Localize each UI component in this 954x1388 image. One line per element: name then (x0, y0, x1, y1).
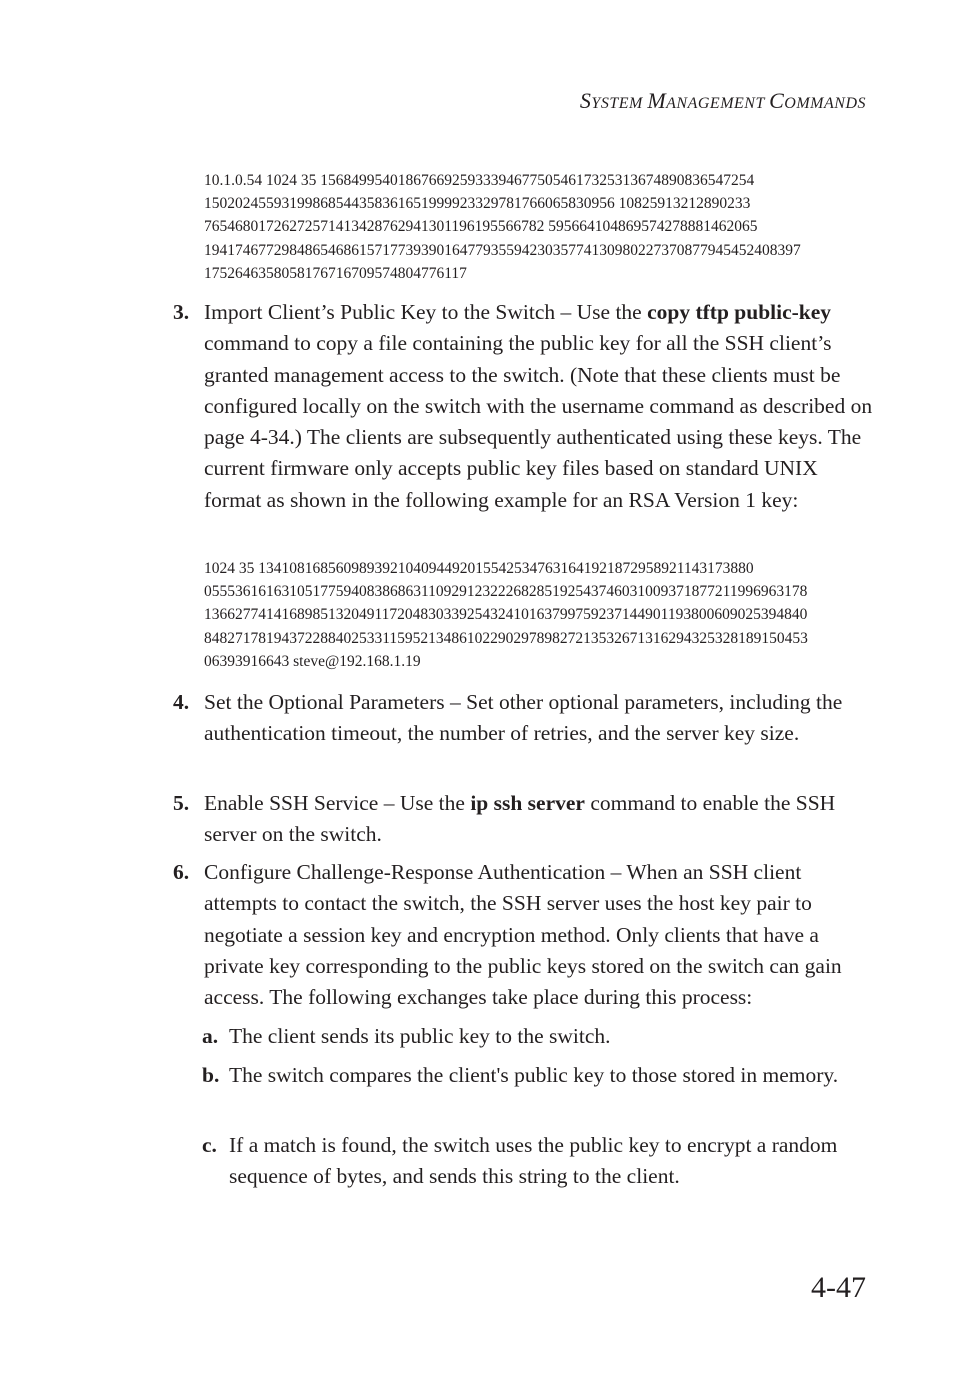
public-key-example (204, 557, 884, 673)
key-line: 15020245593199868544358361651999923329781766065830956 10825913212890233 (204, 195, 751, 213)
step-5 (173, 788, 873, 851)
substep-a (202, 1021, 882, 1052)
step-number: 5. (173, 791, 190, 815)
key-line: 06393916643 steve@192.168.1.19 (204, 652, 421, 670)
step-number: 6. (173, 860, 190, 884)
key-line: 1752646358058176716709574804776117 (204, 264, 467, 282)
substep-letter: a. (202, 1024, 219, 1048)
running-header (580, 88, 866, 114)
step-text: Enable SSH Service – Use the ip ssh server command to enable the SSH server on the switch. (204, 791, 836, 847)
substep-text: The client sends its public key to the switch. (229, 1024, 611, 1048)
page-number: 4-47 (811, 1271, 866, 1304)
step-number: 3. (173, 300, 190, 324)
key-line: 848271781943722884025331159521348610229029789827213532671316294325328189150453 (204, 629, 808, 647)
step-6 (173, 857, 873, 1013)
substep-letter: b. (202, 1063, 220, 1087)
header-part: MANAGEMENT (647, 88, 770, 113)
key-line: 1024 35 1341081685609893921040944920155425347631641921872958921143173880 (204, 560, 754, 577)
substep-text: The switch compares the client's public key to those stored in memory. (229, 1063, 839, 1087)
key-line: 055536161631051775940838686311092912322268285192543746031009371877211996963178 (204, 583, 808, 601)
step-number: 4. (173, 690, 190, 714)
header-part: SYSTEM (579, 88, 648, 113)
step-text: Set the Optional Parameters – Set other optional parameters, including the authentication timeout, the number of retries, and the server key size. (204, 690, 843, 746)
host-key-example (204, 169, 884, 285)
key-line: 136627741416898513204911720483033925432410163799759237144901193800609025394840 (204, 606, 808, 624)
step-4 (173, 687, 873, 750)
key-line: 76546801726272571413428762941301196195566782 595664104869574278881462065 (204, 218, 758, 236)
step-text: Import Client’s Public Key to the Switch – Use the copy tftp public-key command to copy a file containing the public key for all the SSH client’s granted management access to the switch. (Note that these clients must be configured locally on the switch with the username command as described on page 4-34.) The clients are subsequently authenticated using these keys. The current firmware only accepts public key files based on standard UNIX format as shown in the following example for an RSA Version 1 key: (204, 300, 873, 512)
substep-c (202, 1130, 882, 1193)
substep-text: If a match is found, the switch uses the public key to encrypt a random sequence of bytes, and sends this string to the client. (229, 1133, 838, 1189)
step-3 (173, 297, 873, 516)
header-part: COMMANDS (769, 88, 866, 113)
step-text: Configure Challenge-Response Authentication – When an SSH client attempts to contact the switch, the SSH server uses the host key pair to negotiate a session key and encryption method. Only clients that have a private key corresponding to the public keys stored on the switch can gain access. The following exchanges take place during this process: (204, 860, 842, 1010)
key-line: 10.1.0.54 1024 35 15684995401867669259333946775054617325313674890836547254 (204, 172, 755, 189)
substep-b (202, 1060, 882, 1091)
key-line: 19417467729848654686157177393901647793559423035774130980227370877945452408397 (204, 241, 801, 259)
substep-letter: c. (202, 1133, 217, 1157)
